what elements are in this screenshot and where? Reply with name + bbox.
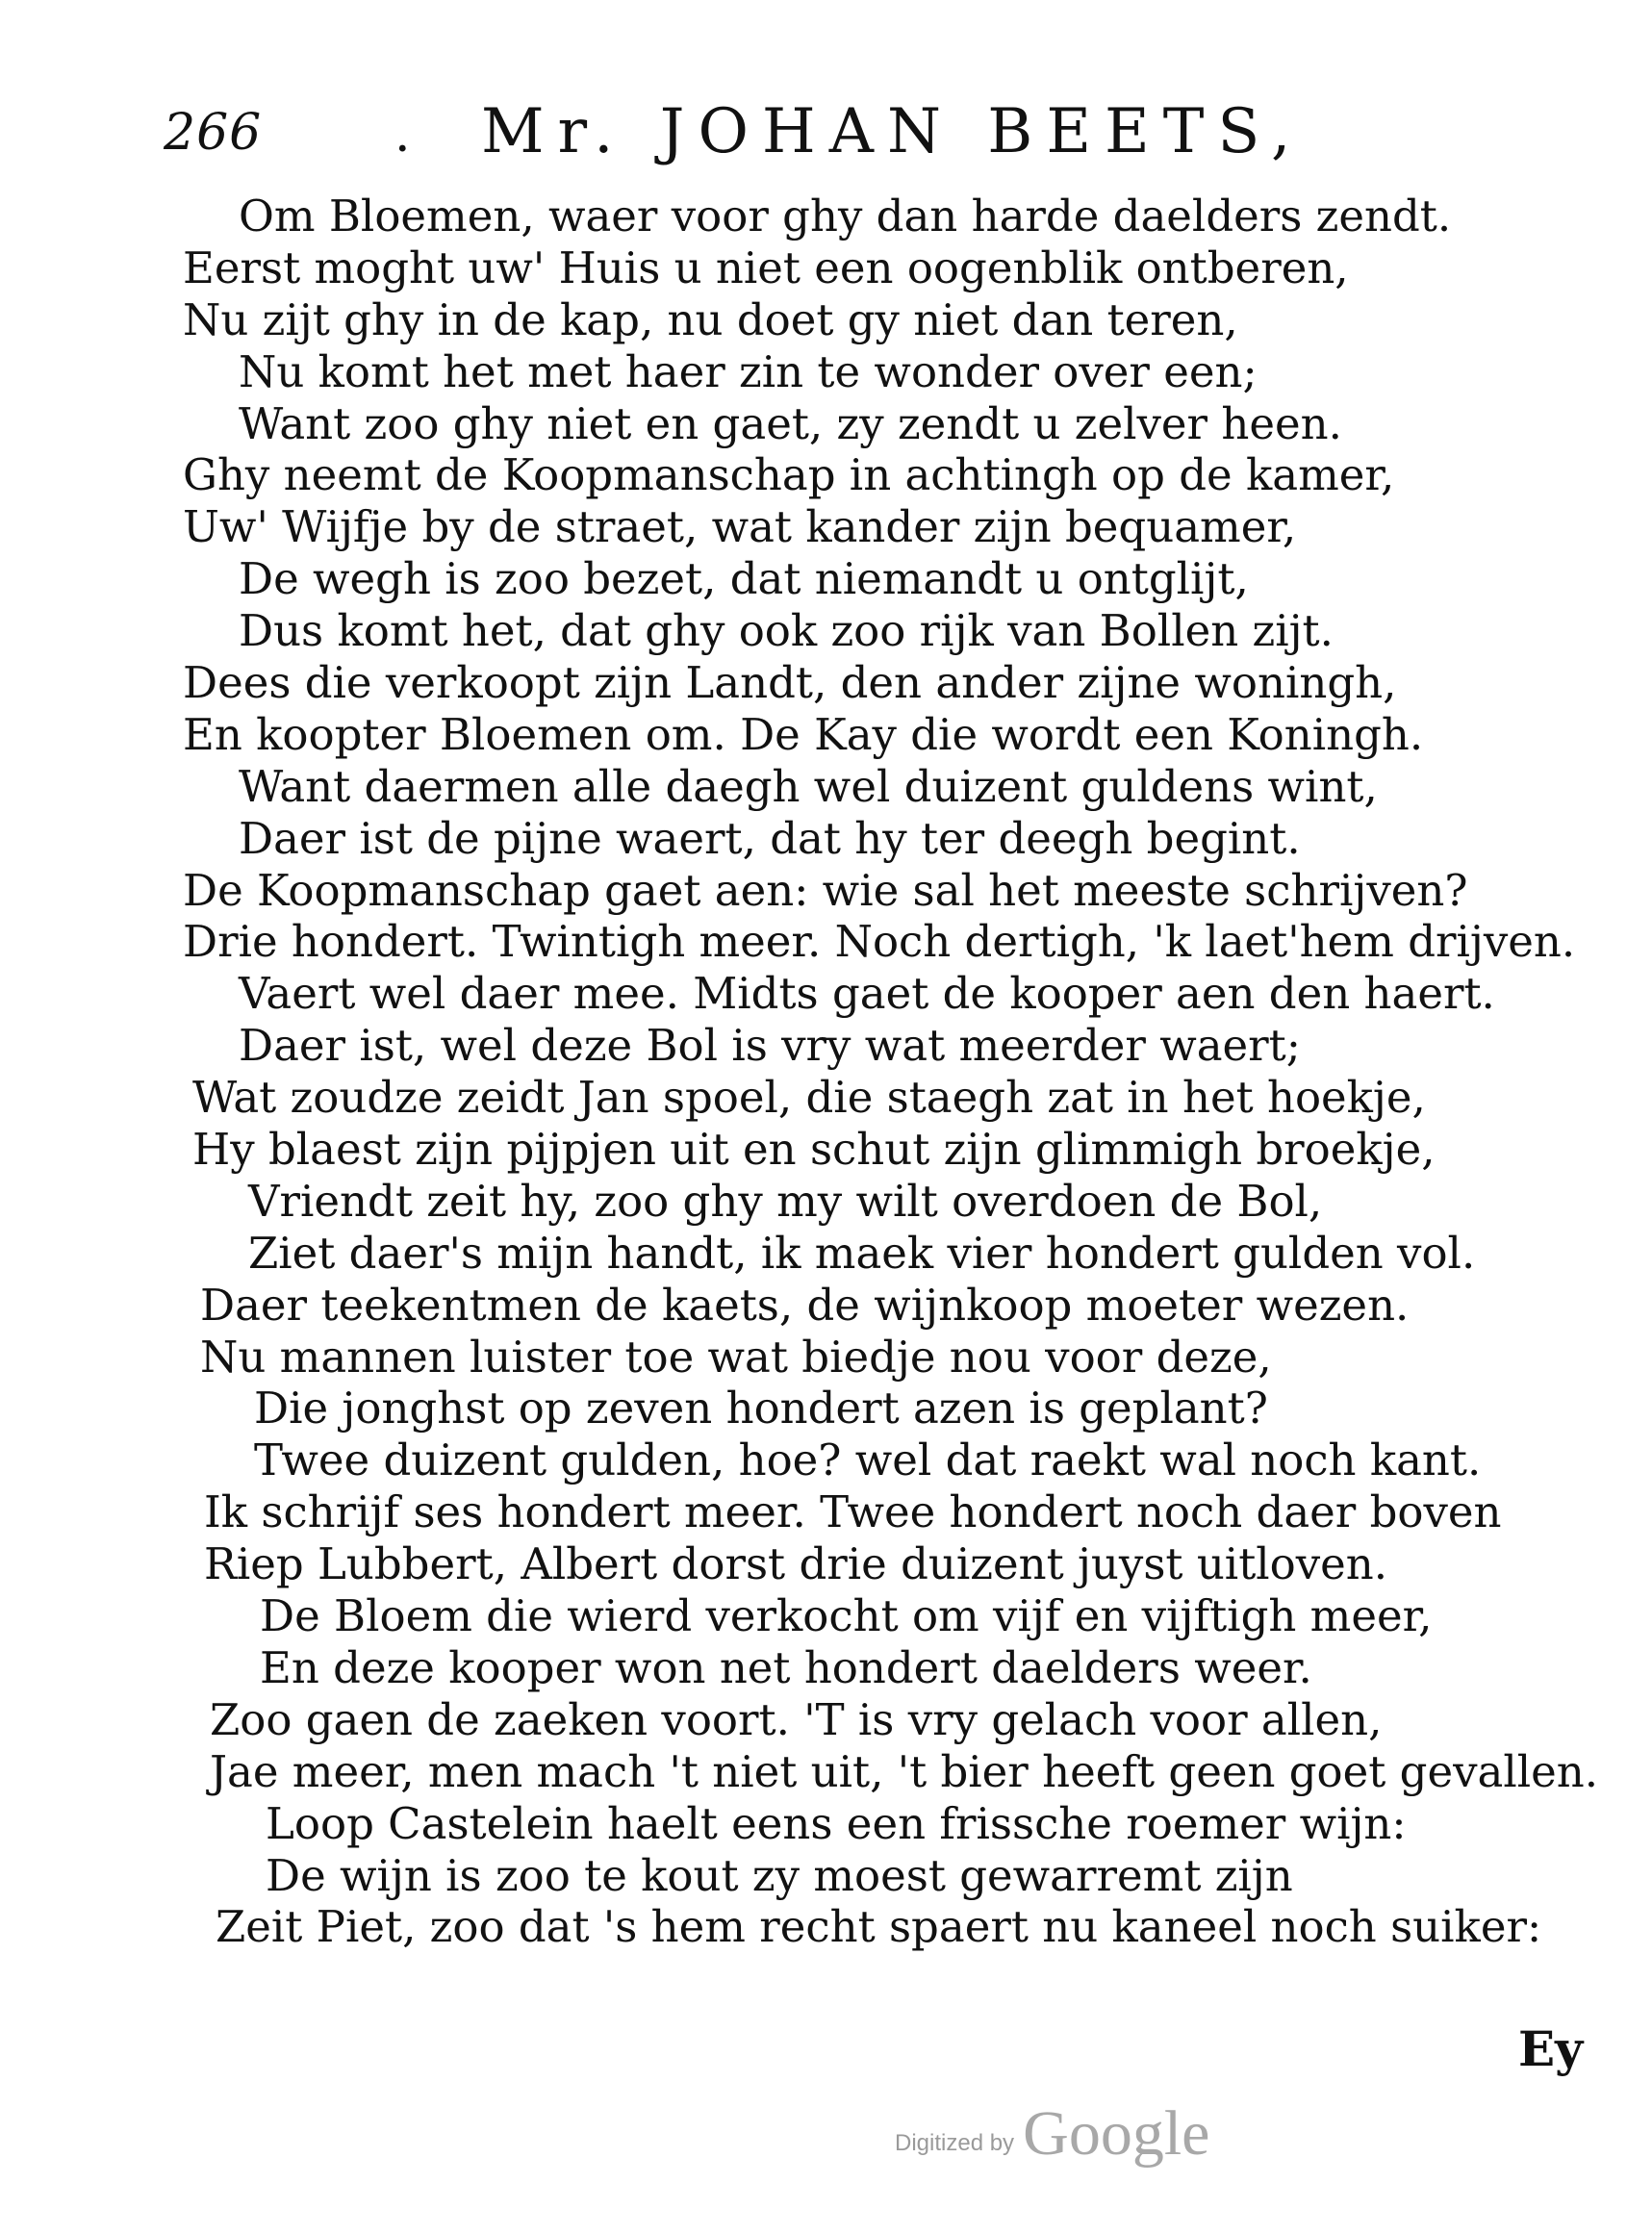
poem-text bbox=[183, 190, 1607, 1953]
page-number: 266 bbox=[164, 104, 263, 162]
poem-line: Dus komt het, dat ghy ook zoo rijk van Bollen zijt. bbox=[239, 605, 1334, 657]
poem-line: Hy blaest zijn pijpjen uit en schut zijn glimmigh broekje, bbox=[192, 1124, 1436, 1176]
digitized-by-label: Digitized by bbox=[895, 2130, 1015, 2156]
page-header bbox=[164, 96, 1318, 173]
poem-line: Zeit Piet, zoo dat 's hem recht spaert nu kaneel noch suiker: bbox=[216, 1901, 1542, 1953]
poem-line: Riep Lubbert, Albert dorst drie duizent juyst uitloven. bbox=[204, 1538, 1388, 1590]
poem-line: Daer teekentmen de kaets, de wijnkoop moeter wezen. bbox=[200, 1279, 1410, 1331]
digitization-watermark bbox=[895, 2097, 1209, 2171]
poem-line: En koopter Bloemen om. De Kay die wordt een Koningh. bbox=[183, 708, 1424, 760]
poem-line: Nu zijt ghy in de kap, nu doet gy niet dan teren, bbox=[183, 293, 1238, 345]
poem-line: De wijn is zoo te kout zy moest gewarremt zijn bbox=[266, 1849, 1293, 1901]
poem-line: De wegh is zoo bezet, dat niemandt u ontglijt, bbox=[239, 553, 1249, 605]
poem-line: En deze kooper won net hondert daelders weer. bbox=[260, 1641, 1312, 1693]
poem-line: Daer ist, wel deze Bol is vry wat meerder waert; bbox=[239, 1020, 1301, 1072]
poem-line: Ik schrijf ses hondert meer. Twee hondert noch daer boven bbox=[204, 1486, 1502, 1538]
poem-line: Ghy neemt de Koopmanschap in achtingh op de kamer, bbox=[183, 449, 1395, 501]
poem-line: Vriendt zeit hy, zoo ghy my wilt overdoen de Bol, bbox=[248, 1175, 1323, 1227]
catchword: Ey bbox=[1518, 2020, 1584, 2077]
poem-line: Wat zoudze zeidt Jan spoel, die staegh zat in het hoekje, bbox=[192, 1072, 1426, 1124]
running-head: Mr. JOHAN BEETS, bbox=[481, 96, 1305, 167]
poem-line: De Koopmanschap gaet aen: wie sal het meeste schrijven? bbox=[183, 864, 1468, 916]
poem-line: Jae meer, men mach 't niet uit, 't bier heeft geen goet gevallen. bbox=[210, 1745, 1599, 1797]
poem-line: Twee duizent gulden, hoe? wel dat raekt wal noch kant. bbox=[254, 1434, 1482, 1486]
poem-line: Drie hondert. Twintigh meer. Noch dertigh, 'k laet'hem drijven. bbox=[183, 916, 1576, 968]
poem-line: Vaert wel daer mee. Midts gaet de kooper aen den haert. bbox=[239, 968, 1495, 1020]
google-logo: Google bbox=[1023, 2098, 1210, 2169]
poem-line: Want daermen alle daegh wel duizent guldens wint, bbox=[239, 760, 1378, 812]
poem-line: Uw' Wijfje by de straet, wat kander zijn bequamer, bbox=[183, 501, 1297, 553]
poem-line: Zoo gaen de zaeken voort. 'T is vry gelach voor allen, bbox=[210, 1693, 1383, 1745]
poem-line: Nu mannen luister toe wat biedje nou voor deze, bbox=[200, 1331, 1272, 1383]
poem-line: Dees die verkoopt zijn Landt, den ander zijne woningh, bbox=[183, 657, 1397, 709]
poem-line: Loop Castelein haelt eens een frissche roemer wijn: bbox=[266, 1797, 1407, 1849]
poem-line: Eerst moght uw' Huis u niet een oogenblik ontberen, bbox=[183, 241, 1349, 293]
header-separator: . bbox=[394, 106, 411, 164]
poem-line: Want zoo ghy niet en gaet, zy zendt u zelver heen. bbox=[239, 397, 1342, 449]
poem-line: Daer ist de pijne waert, dat hy ter deegh begint. bbox=[239, 812, 1301, 864]
poem-line: Om Bloemen, waer voor ghy dan harde daelders zendt. bbox=[239, 190, 1452, 241]
poem-line: Ziet daer's mijn handt, ik maek vier hondert gulden vol. bbox=[248, 1227, 1476, 1279]
poem-line: Nu komt het met haer zin te wonder over een; bbox=[239, 345, 1258, 397]
poem-line: Die jonghst op zeven hondert azen is geplant? bbox=[254, 1383, 1268, 1434]
poem-line: De Bloem die wierd verkocht om vijf en vijftigh meer, bbox=[260, 1590, 1433, 1642]
